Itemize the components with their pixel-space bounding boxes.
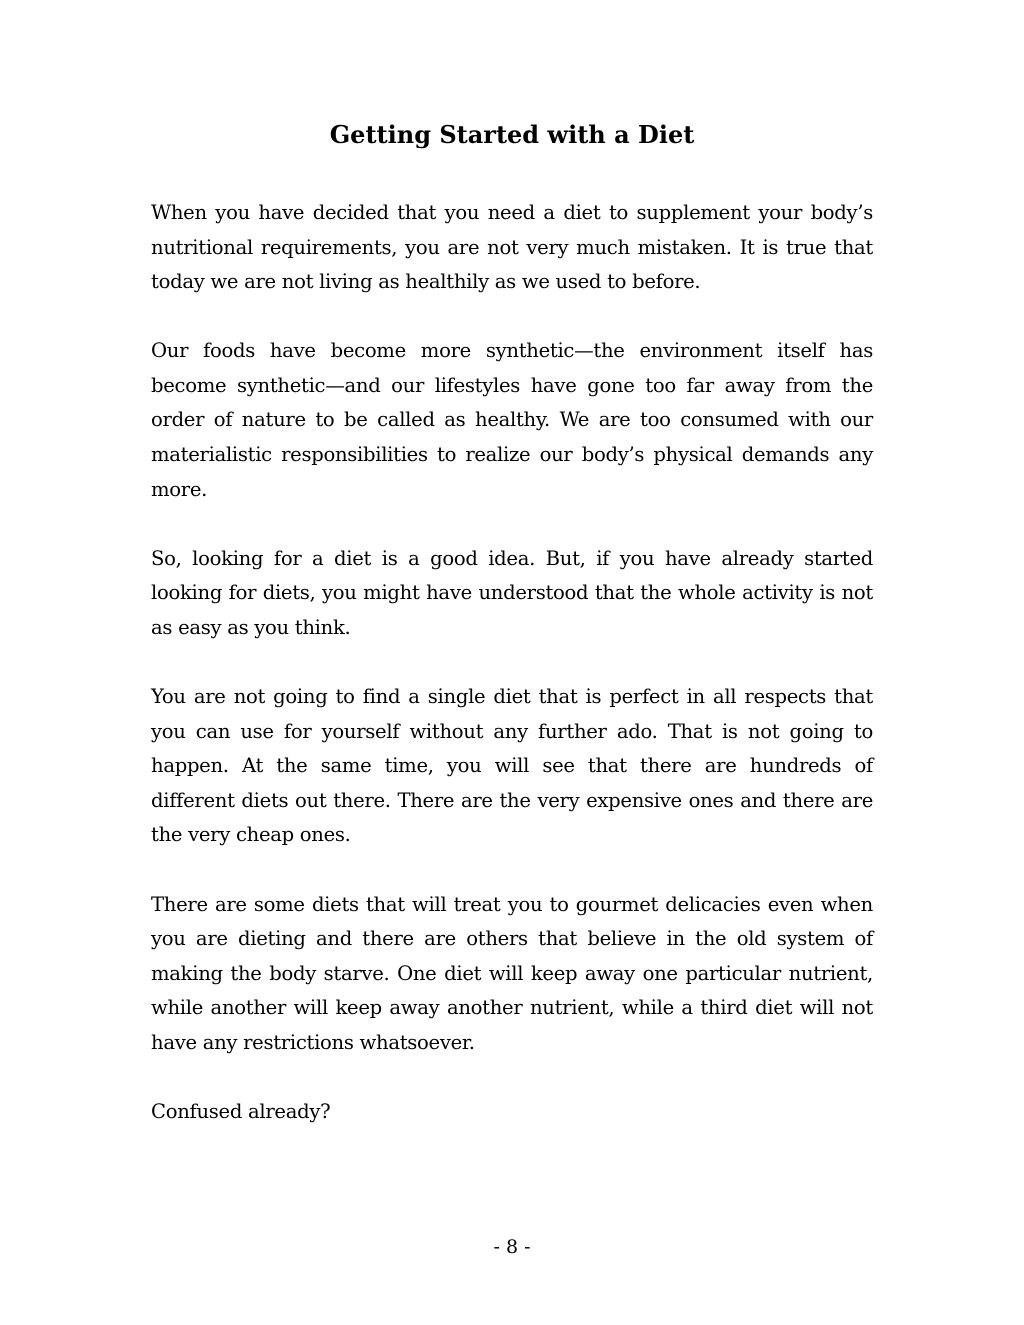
page-number: - 8 - bbox=[493, 1236, 531, 1258]
paragraph-3: So, looking for a diet is a good idea. But, if you have already started looking for diets, you might have understood that the whole activity is not as easy as you think. bbox=[151, 546, 873, 639]
paragraph-4: You are not going to find a single diet that is perfect in all respects that you can use for yourself without any further ado. That is not going to happen. At the same time, you will see that there are hundreds of different diets out there. There are the very expensive ones and there are the very cheap ones. bbox=[151, 685, 873, 847]
paragraph-6: Confused already? bbox=[151, 1099, 331, 1123]
page-title: Getting Started with a Diet bbox=[329, 120, 695, 149]
paragraph-5: There are some diets that will treat you to gourmet delicacies even when you are dieting and there are others that believe in the old system of making the body starve. One diet will keep away one particular nutrient, while another will keep away another nutrient, while a third diet will not have any restrictions whatsoever. bbox=[151, 892, 873, 1054]
paragraph-1: When you have decided that you need a diet to supplement your body’s nutritional requirements, you are not very much mistaken. It is true that today we are not living as healthily as we used to before. bbox=[151, 201, 873, 294]
body-text bbox=[151, 196, 873, 1164]
paragraph-2: Our foods have become more synthetic—the environment itself has become synthetic—and our lifestyles have gone too far away from the order of nature to be called as healthy. We are too consumed with our materialistic responsibilities to realize our body’s physical demands any more. bbox=[151, 339, 873, 501]
